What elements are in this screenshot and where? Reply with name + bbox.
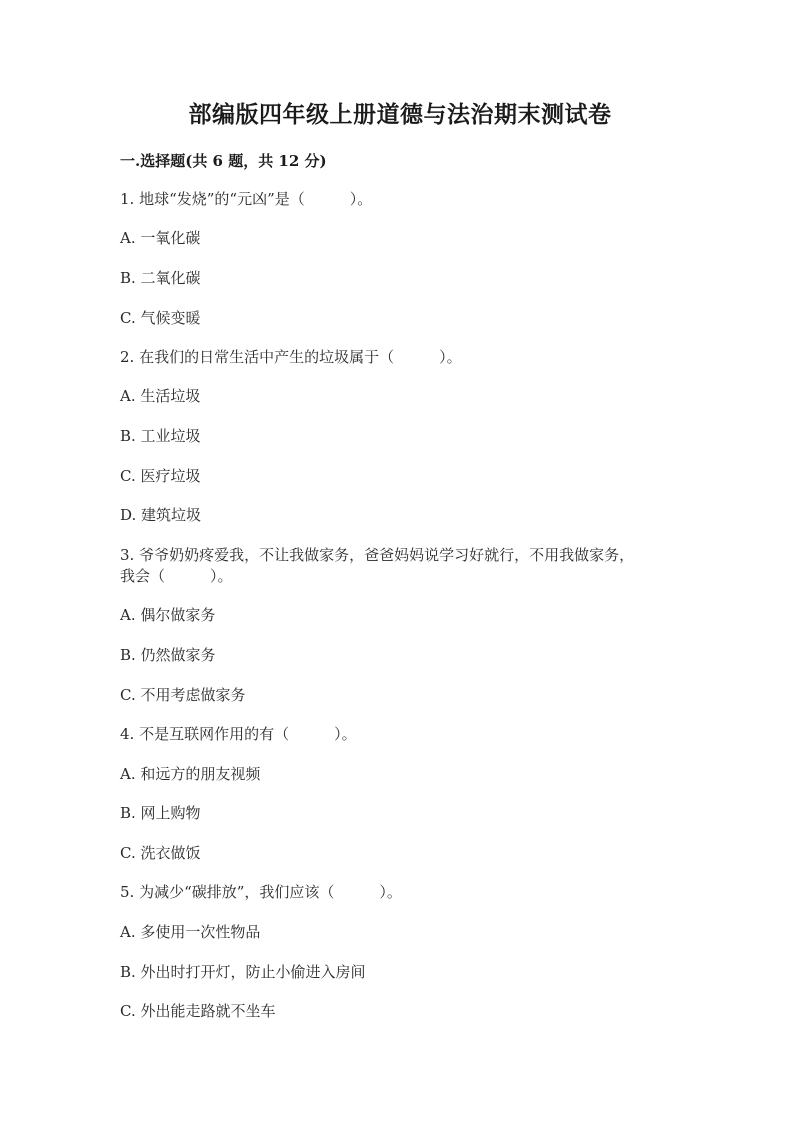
- question-2-stem: 2. 在我们的日常生活中产生的垃圾属于（ ）。: [120, 348, 462, 366]
- question-5-option-a: A. 多使用一次性物品: [120, 923, 261, 941]
- question-5-option-b: B. 外出时打开灯，防止小偷进入房间: [120, 963, 366, 981]
- question-2-option-d: D. 建筑垃圾: [120, 506, 202, 524]
- question-5-stem: 5. 为减少“碳排放”，我们应该（ ）。: [120, 883, 402, 901]
- question-4-stem: 4. 不是互联网作用的有（ ）。: [120, 725, 357, 743]
- question-1-stem: 1. 地球“发烧”的“元凶”是（ ）。: [120, 190, 373, 208]
- question-3-option-b: B. 仍然做家务: [120, 646, 216, 664]
- question-4-option-b: B. 网上购物: [120, 804, 201, 822]
- question-2-option-c: C. 医疗垃圾: [120, 467, 201, 485]
- question-3-stem-line-2: 我会（ ）。: [120, 567, 233, 585]
- question-3-option-c: C. 不用考虑做家务: [120, 686, 246, 704]
- section-heading: 一.选择题(共 6 题，共 12 分): [120, 152, 327, 170]
- question-2-option-a: A. 生活垃圾: [120, 387, 201, 405]
- question-1-option-a: A. 一氧化碳: [120, 229, 201, 247]
- question-3-option-a: A. 偶尔做家务: [120, 606, 216, 624]
- exam-title: 部编版四年级上册道德与法治期末测试卷: [188, 101, 612, 128]
- question-4-option-a: A. 和远方的朋友视频: [120, 765, 261, 783]
- question-5-option-c: C. 外出能走路就不坐车: [120, 1002, 276, 1020]
- question-3-stem-line-1: 3. 爷爷奶奶疼爱我，不让我做家务，爸爸妈妈说学习好就行，不用我做家务，: [120, 546, 635, 564]
- question-2-option-b: B. 工业垃圾: [120, 427, 201, 445]
- question-1-option-c: C. 气候变暖: [120, 309, 201, 327]
- question-1-option-b: B. 二氧化碳: [120, 269, 201, 287]
- question-4-option-c: C. 洗衣做饭: [120, 844, 201, 862]
